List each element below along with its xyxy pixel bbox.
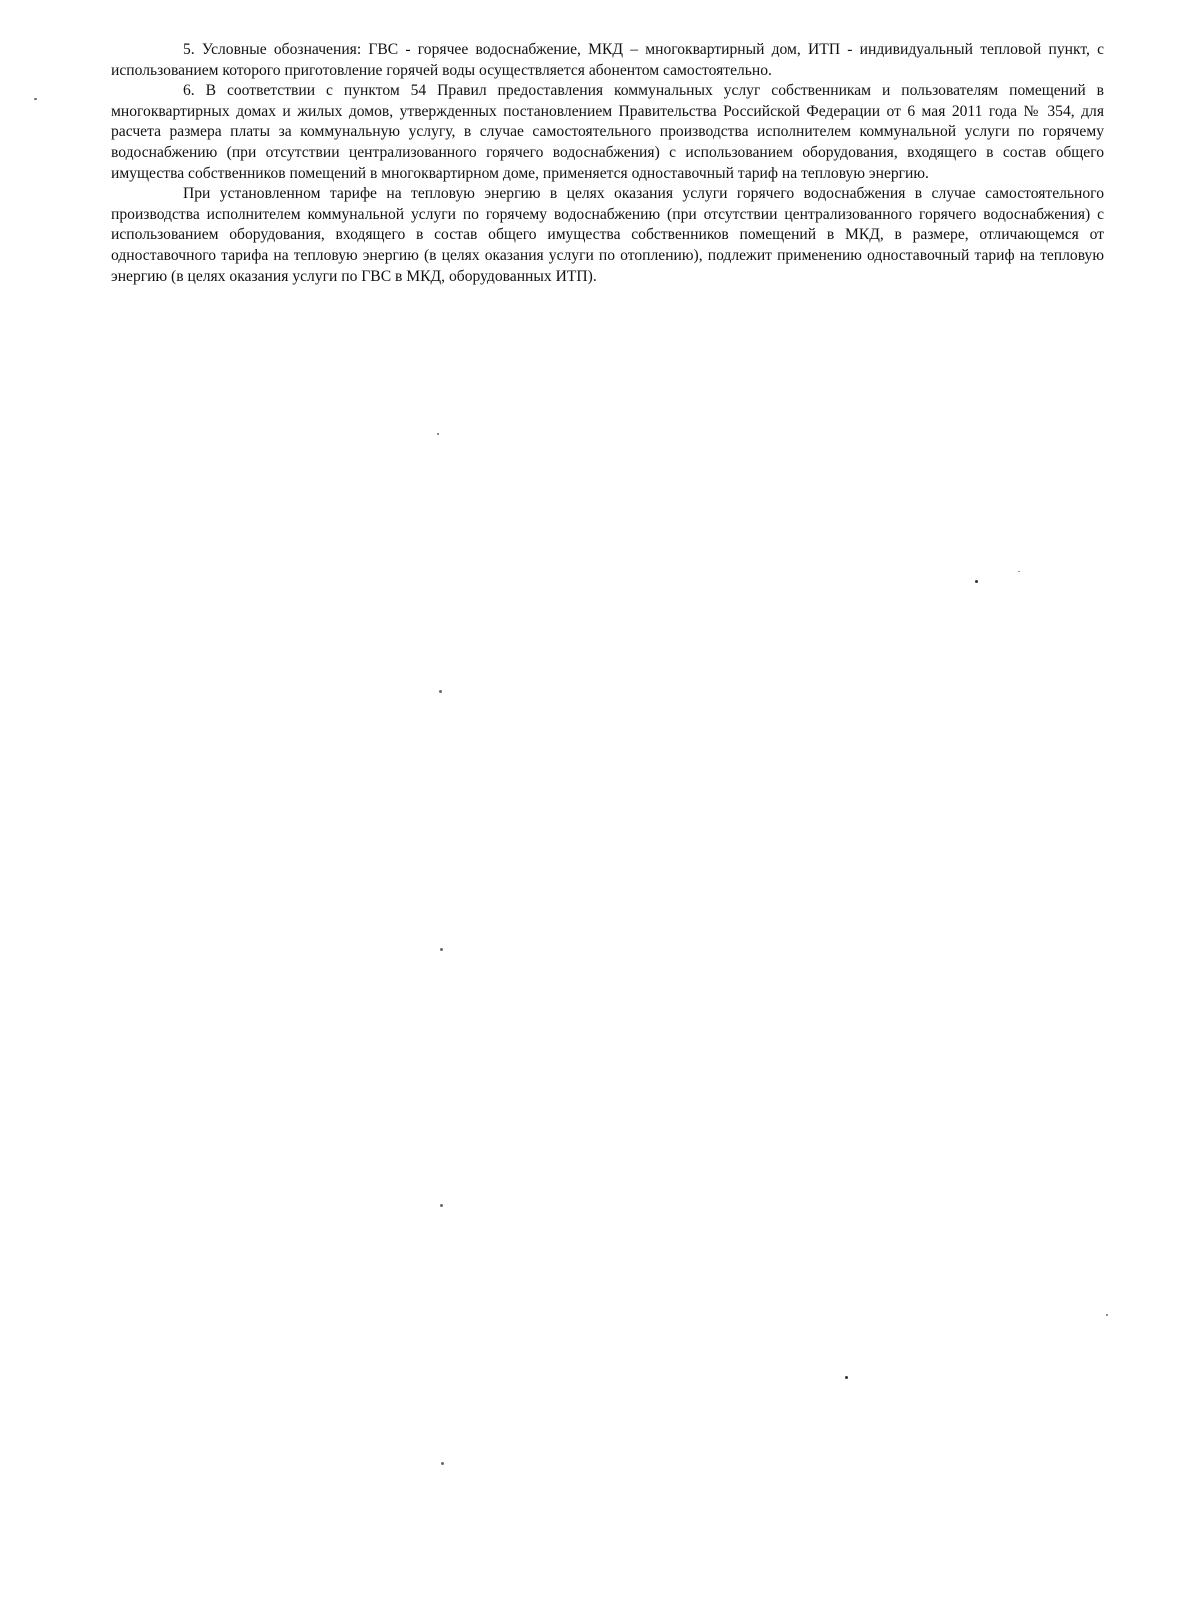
scan-speck [1018, 571, 1020, 572]
paragraph-notation: 5. Условные обозначения: ГВС - горячее водоснабжение, МКД – многоквартирный дом, ИТП - индивидуальный тепловой пункт, с использованием которого приготовление горячей воды осуществляется абонентом самостоятельно. [111, 41, 1104, 79]
scan-speck [975, 580, 978, 583]
paragraph-tariff: При установленном тарифе на тепловую энергию в целях оказания услуги горячего водоснабжения в случае самостоятельного производства исполнителем коммунальной услуги по горячему водоснабжению (при отсутствии централизованного горячего водоснабжения) с использованием оборудования, входящего в состав общего имущества собственников помещений в МКД, в размере, отличающемся от одноставочного тарифа на тепловую энергию (в целях оказания услуги по отоплению), подлежит применению одноставочный тариф на тепловую энергию (в целях оказания услуги по ГВС в МКД, оборудованных ИТП). [111, 185, 1104, 285]
scan-speck [441, 1462, 444, 1465]
scan-speck [440, 1204, 443, 1207]
scan-speck [34, 98, 37, 100]
document-body [111, 40, 1104, 287]
scan-speck [440, 948, 443, 951]
paragraph-rules-54: 6. В соответствии с пунктом 54 Правил предоставления коммунальных услуг собственникам и пользователям помещений в многоквартирных домах и жилых домов, утвержденных постановлением Правительства Российской Федерации от 6 мая 2011 года № 354, для расчета размера платы за коммунальную услугу, в случае самостоятельного производства исполнителем коммунальной услуги по горячему водоснабжению (при отсутствии централизованного горячего водоснабжения) с использованием оборудования, входящего в состав общего имущества собственников помещений в многоквартирном доме, применяется одноставочный тариф на тепловую энергию. [111, 82, 1104, 182]
scan-speck [439, 690, 442, 693]
scan-speck [845, 1376, 848, 1379]
scan-speck [437, 433, 439, 435]
scan-speck [1106, 1314, 1108, 1316]
